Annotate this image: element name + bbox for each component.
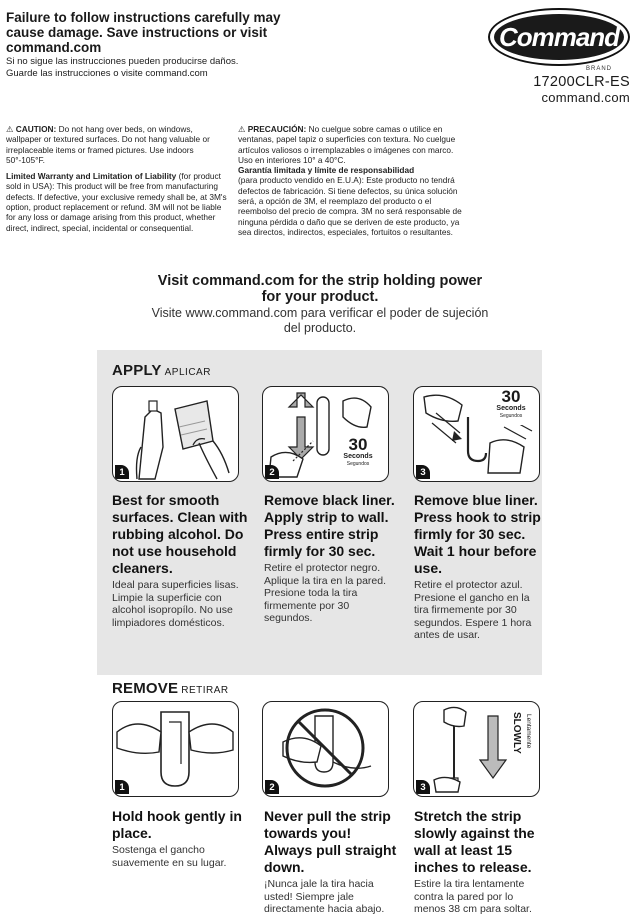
apply-title-en: APPLY [112, 362, 162, 379]
logo-text: Command [494, 14, 624, 60]
warranty-en-title: Limited Warranty and Limitation of Liability [6, 171, 177, 182]
remove-step-1-en: Hold hook gently in place. [112, 808, 242, 841]
timer-unit-es: Segundos [346, 461, 370, 467]
command-logo [488, 8, 632, 70]
remove-step-2-en: Never pull the strip towards you! Always pull straight down. [264, 808, 397, 875]
remove-step-1-illustration [112, 701, 239, 797]
visit-en: Visit command.com for the strip holding power for your product. [157, 273, 483, 305]
logo-brand-sub: BRAND [586, 66, 613, 72]
caution-en-column [6, 124, 228, 233]
apply-step-2-illustration [262, 386, 389, 482]
apply-step-2-number: 2 [265, 465, 279, 479]
warranty-en-text: (for product sold in USA): This product will be free from manufacturing defects. If defective, your exclusive remedy shall be, at 3M's option, product replacement or refund. 3M will not be liable for any loss or damage arising from this product, whether direct, indirect, special, incidental or consequential. [6, 171, 227, 233]
warranty-es-text: (para producto vendido en E.U.A): Este producto no tendrá defectos de fabricación. Si tiene defectos, su única solución será, a opción de 3M, el reemplazo del producto o el reembolso del precio de compra. 3M no será responsable de ninguna pérdida o daño que se deriven de este producto, ya sea directos, indirectos, especiales, fortuitos o resultantes. [238, 175, 462, 237]
apply-step-1-text [112, 492, 252, 629]
apply-step-2-es: Retire el protector negro. Aplique la tira en la pared. Presione toda la tira firmemente por 30 segundos. [264, 562, 386, 625]
timer-unit-2: Seconds [496, 405, 526, 412]
slowly-label-es: Lentamente [525, 714, 532, 749]
remove-step-2-text [264, 808, 400, 916]
caution-en-text: Do not hang over beds, on windows, wallpaper or textured surfaces. Do not hang valuable or irreplaceable items or framed pictures. Use indoors 50°-105°F. [6, 124, 210, 165]
caution-es-title: PRECAUCIÓN: [247, 124, 307, 134]
caution-es-text: No cuelgue sobre camas o utilice en ventanas, papel tapiz o superficies con textura. No cuelgue artículos valiosos o irremplazables o imágenes con marco. Uso en interiores 10° a 40°C. [238, 124, 456, 165]
remove-step-2-illustration [262, 701, 389, 797]
slowly-label: SLOWLY [511, 712, 522, 754]
caution-es-column [238, 124, 470, 237]
remove-title [112, 680, 229, 697]
apply-step-3-text [414, 492, 542, 642]
remove-step-3-illustration [413, 701, 540, 797]
remove-step-1-text [112, 808, 242, 869]
apply-step-3-en: Remove blue liner. Press hook to strip firmly for 30 sec. Wait 1 hour before use. [414, 492, 541, 576]
sku-url: command.com [541, 90, 630, 105]
timer-unit: Seconds [343, 453, 373, 460]
caution-es: ⚠ PRECAUCIÓN: No cuelgue sobre camas o utilice en ventanas, papel tapiz o superficies con textura. No cuelgue artículos valiosos o irremplazables o imágenes con marco. Uso en interiores 10° a 40°C. [238, 124, 456, 165]
warning-es: Si no sigue las instrucciones pueden producirse daños. Guarde las instrucciones o visite command.com [6, 56, 239, 79]
apply-step-2-text [264, 492, 399, 625]
caution-en-title: CAUTION: [15, 124, 57, 134]
visit-es: Visite www.command.com para verificar el poder de sujeción del producto. [151, 306, 489, 335]
remove-step-3-text [414, 808, 540, 916]
remove-step-3-number: 3 [416, 780, 430, 794]
remove-title-es: RETIRAR [181, 685, 229, 696]
apply-step-1-en: Best for smooth surfaces. Clean with rubbing alcohol. Do not use household cleaners. [112, 492, 248, 576]
warning-en: Failure to follow instructions carefully may cause damage. Save instructions or visit command.com [6, 10, 281, 55]
timer-unit-es-2: Segundos [499, 413, 523, 419]
hold-hook-icon [113, 702, 237, 795]
timer-number-2: 30 [501, 387, 521, 406]
apply-title [112, 362, 211, 379]
remove-step-1-es: Sostenga el gancho suavemente en su lugar. [112, 844, 227, 869]
timer-number: 30 [348, 435, 368, 454]
timer-30-seconds-2 [486, 389, 536, 425]
apply-step-1-number: 1 [115, 465, 129, 479]
apply-step-1-es: Ideal para superficies lisas. Limpie la superficie con alcohol isopropílo. No use limpiadores domésticos. [112, 579, 239, 629]
caution-en: ⚠ CAUTION: Do not hang over beds, on windows, wallpaper or textured surfaces. Do not hang valuable or irreplaceable items or framed pictures. Use indoors 50°-105°F. [6, 124, 210, 165]
apply-step-3-es: Retire el protector azul. Presione el gancho en la tira firmemente por 30 segundos. Espere 1 hora antes de usar. [414, 579, 532, 642]
apply-step-3-illustration [413, 386, 540, 482]
apply-step-2-en: Remove black liner. Apply strip to wall. Press entire strip firmly for 30 sec. [264, 492, 395, 559]
remove-step-2-number: 2 [265, 780, 279, 794]
apply-step-3-number: 3 [416, 465, 430, 479]
clean-surface-icon [113, 387, 237, 480]
timer-30-seconds [333, 437, 383, 473]
remove-step-2-es: ¡Nunca jale la tira hacia usted! Siempre jale directamente hacia abajo. [264, 878, 385, 916]
visit-block [150, 273, 490, 336]
warranty-en [6, 171, 228, 233]
remove-step-3-es: Estire la tira lentamente contra la pared por lo menos 38 cm para soltar. [414, 878, 532, 916]
remove-step-3-en: Stretch the strip slowly against the wall at least 15 inches to release. [414, 808, 535, 875]
apply-title-es: APLICAR [164, 367, 211, 378]
apply-step-1-illustration [112, 386, 239, 482]
sku-block [533, 74, 630, 106]
no-pull-forward-icon [263, 702, 387, 795]
warranty-es-title: Garantía limitada y límite de responsabilidad [238, 165, 415, 176]
remove-title-en: REMOVE [112, 680, 179, 697]
sku-code: 17200CLR-ES [533, 74, 630, 90]
remove-step-1-number: 1 [115, 780, 129, 794]
warranty-es [238, 165, 470, 237]
